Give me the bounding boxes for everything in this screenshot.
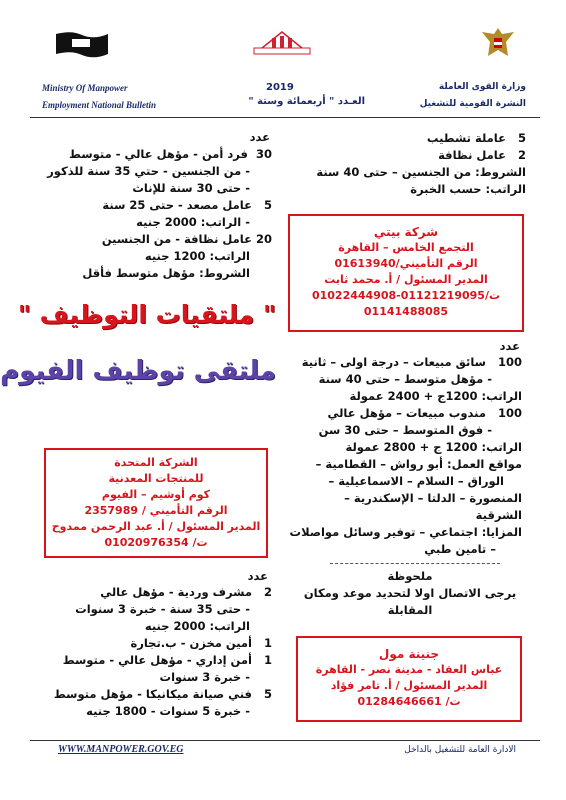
flag-logo — [52, 30, 112, 60]
note-block — [290, 568, 530, 619]
united-insurance: الرقم التأميني / 2357989 — [84, 504, 228, 517]
mall-company-box — [296, 636, 522, 722]
eagle-emblem-icon — [478, 26, 518, 62]
note-line-1: يرجى الاتصال اولا لتحديد موعد ومكان — [303, 586, 517, 600]
beity-company-box — [288, 214, 524, 332]
mall-manager: المدير المسئول / أ. تامر فؤاد — [330, 679, 488, 692]
note-title: ملحوظة — [387, 569, 433, 583]
bulletin-logo — [252, 28, 312, 58]
year: 2019 — [266, 82, 294, 93]
left-job-list: 30 فرد أمن - مؤهل عالي - متوسط - من الجنسين - حتي 35 سنة للذكور - حتى 30 سنة للإناث 5 عامل مصعد - حتى 25 سنة - الراتب: 2000 جنيه 20 عامل نظافة - من الجنسين الراتب: 1200 جنيه الشروط: مؤهل متوسط فأقل — [47, 147, 272, 280]
right-count-header: عدد — [499, 339, 520, 353]
left-count-header-2: عدد — [247, 569, 268, 583]
beity-manager: المدير المسئول / أ. محمد ثابت — [324, 273, 488, 286]
banner-subtitle: ملتقى توظيف الفيوم — [0, 356, 276, 386]
mall-phone: ت/ 01284646661 — [357, 695, 461, 708]
mall-address: عباس العقاد - مدينة نصر - القاهرة — [315, 663, 503, 676]
ministry-ar: وزارة القوى العاملة — [438, 82, 526, 92]
beity-name: شركة بيتي — [373, 225, 439, 239]
bulletin-ar: النشرة القومية للتشغيل — [419, 99, 526, 109]
ministry-en: Ministry Of Manpower — [42, 83, 128, 93]
united-location: كوم أوشيم – الفيوم — [101, 488, 211, 501]
united-company-box — [44, 448, 268, 558]
footer-divider — [30, 740, 540, 741]
beity-phone-2: 01141488085 — [363, 305, 449, 318]
right-job-list: 5 عاملة تشطيب 2 عامل نظافة الشروط: من الجنسين – حتى 40 سنة الراتب: حسب الخبرة — [316, 131, 526, 196]
right-job-list-2: 100 سائق مبيعات – درجة اولى – ثانية - مؤهل متوسط – حتى 40 سنة الراتب: 1200ج + 2400 عمولة 100 مندوب مبيعات – مؤهل عالي - فوق المتوسط – حتى 30 سن الراتب: 1200 ج + 2800 عمولة مواقع العمل: أبو رواش – القطامية – الوراق – السلام – الاسماعيلية – المنصورة – الدلتا – الإسكندرية – الشرقية المزايا: اجتماعي – توفير وسائل مواصلات – تامين طبي — [289, 355, 522, 556]
united-sub: للمنتجات المعدنية — [108, 472, 204, 485]
footer-website[interactable]: WWW.MANPOWER.GOV.EG — [58, 744, 184, 755]
bulletin-en: Employment National Bulletin — [42, 100, 157, 110]
issue — [205, 96, 365, 107]
banner-title: " ملتقيات التوظيف " — [17, 300, 276, 329]
issue-label: العـدد — [337, 96, 365, 107]
united-manager: المدير المسئول / أ. عبد الرحمن ممدوح — [51, 520, 261, 533]
beity-phone: ت/01121219095-01022444908 — [311, 289, 501, 302]
footer-dept: الادارة العامة للتشغيل بالداخل — [404, 745, 516, 755]
issue-value: " أربعمائة وستة " — [248, 96, 335, 107]
united-phone: ت/ 01020976354 — [104, 536, 208, 549]
mall-name: جنينة مول — [378, 647, 440, 661]
left-job-list-2: 2 مشرف وردية - مؤهل عالي - حتى 35 سنة - خبرة 3 سنوات الراتب: 2000 جنيه 1 أمين مخزن - ب.تجارة 1 أمن إداري - مؤهل عالي - متوسط - خبرة 3 سنوات 5 فني صيانة ميكانيكا - مؤهل متوسط - خبرة 5 سنوات - 1800 جنيه — [53, 585, 272, 718]
united-name: الشركة المتحدة — [114, 456, 198, 469]
beity-insurance: الرقم التأميني/01613940 — [334, 257, 478, 270]
header-divider — [30, 117, 540, 118]
note-line-2: المقابلة — [387, 603, 433, 617]
note-divider — [330, 563, 500, 564]
beity-location: التجمع الخامس – القاهرة — [338, 241, 474, 254]
left-count-header: عدد — [249, 130, 270, 144]
